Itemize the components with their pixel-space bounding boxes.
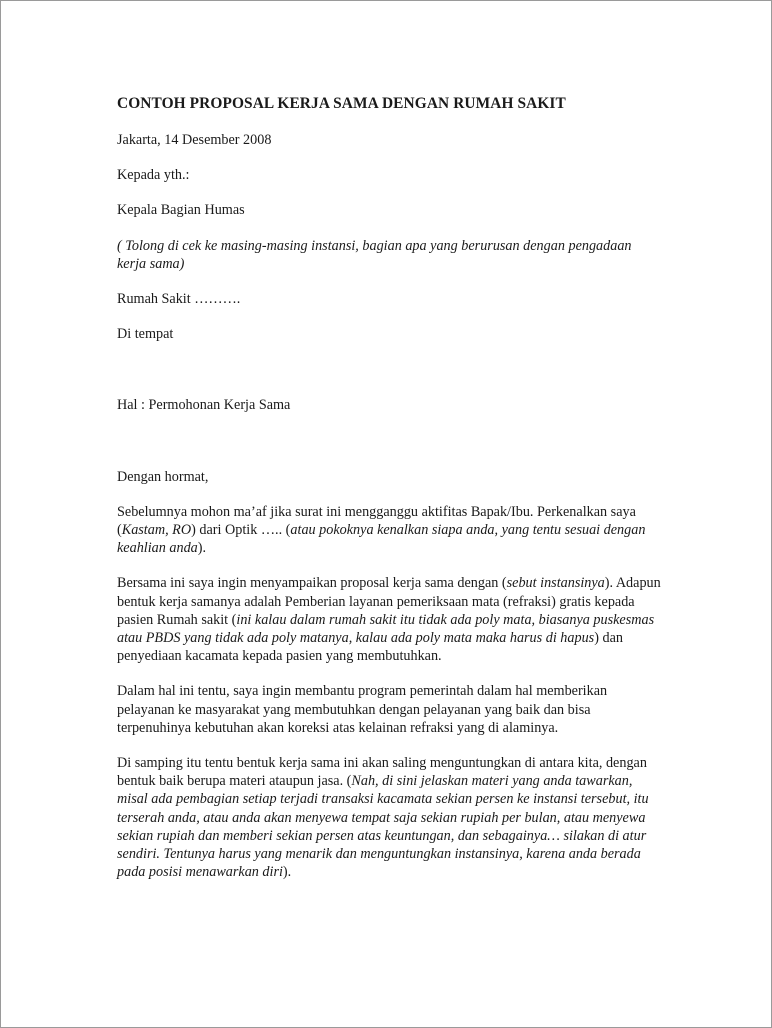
hospital-line: Rumah Sakit ………. bbox=[117, 291, 241, 308]
paragraph-text: Di samping itu tentu bentuk kerja sama ini akan saling menguntungkan di antara kita, dengan bentuk baik berupa materi ataupun jasa. ( bbox=[117, 755, 647, 790]
paragraph-text: ) dan penyediaan kacamata kepada pasien yang membutuhkan. bbox=[117, 630, 623, 665]
paragraph-text: Sebelumnya mohon ma’af jika surat ini mengganggu aktifitas Bapak/Ibu. Perkenalkan saya ( bbox=[117, 503, 636, 539]
letter-body bbox=[117, 94, 662, 881]
paragraph-italic-note: Kastam, RO bbox=[121, 522, 192, 539]
paragraph-italic-note: ini kalau dalam rumah sakit itu tidak ada poly mata, biasanya puskesmas atau PBDS yang tidak ada poly matanya, kalau ada poly mata maka harus di hapus bbox=[117, 611, 655, 647]
paragraph-italic-note: atau pokoknya kenalkan siapa anda, yang tentu sesuai dengan keahlian anda bbox=[117, 522, 646, 557]
paragraph-italic-note: sebut instansinya bbox=[506, 575, 605, 592]
paragraph-text: ). Adapun bentuk kerja samanya adalah Pemberian layanan pemeriksaan mata (refraksi) gratis kepada pasien Rumah sakit ( bbox=[117, 575, 661, 628]
paragraph-text: ). bbox=[197, 540, 207, 557]
recipient: Kepala Bagian Humas bbox=[117, 202, 245, 219]
paragraph-proposal bbox=[117, 574, 662, 665]
paragraph-introduction bbox=[117, 503, 662, 558]
paragraph-text: ). bbox=[282, 864, 292, 881]
paragraph-benefits bbox=[117, 754, 662, 881]
paragraph-purpose: Dalam hal ini tentu, saya ingin membantu program pemerintah dalam hal memberikan pelayanan ke masyarakat yang membutuhkan dengan pelayanan yang baik dan bisa terpenuhinya kebutuhan akan koreksi atas kelainan refraksi yang di alaminya. bbox=[117, 683, 608, 736]
letter-date: Jakarta, 14 Desember 2008 bbox=[117, 132, 272, 148]
paragraph-text: ) dari Optik ….. ( bbox=[191, 522, 291, 539]
recipient-note: ( Tolong di cek ke masing-masing instansi, bagian apa yang berurusan dengan pengadaan kerja sama) bbox=[117, 237, 632, 272]
to-label: Kepada yth.: bbox=[117, 167, 190, 184]
paragraph-text: Bersama ini saya ingin menyampaikan proposal kerja sama dengan ( bbox=[117, 575, 507, 592]
paragraph-italic-note: Nah, di sini jelaskan materi yang anda tawarkan, misal ada pembagian setiap terjadi transaksi kacamata sekian persen ke instansi tersebut, itu terserah anda, atau anda akan menyewa tempat saja sekian rupiah per bulan, atau menyewa sekian rupiah dan memberi sekian persen atas keuntungan, dan sebagainya… silakan di atur sendiri. Tentunya harus yang menarik dan menguntungkan instansinya, karena anda berada pada posisi menawarkan diri bbox=[117, 773, 649, 881]
place-line: Di tempat bbox=[117, 326, 174, 343]
greeting: Dengan hormat, bbox=[117, 468, 209, 485]
subject-line: Hal : Permohonan Kerja Sama bbox=[117, 397, 291, 414]
letter-title: CONTOH PROPOSAL KERJA SAMA DENGAN RUMAH SAKIT bbox=[117, 95, 566, 112]
